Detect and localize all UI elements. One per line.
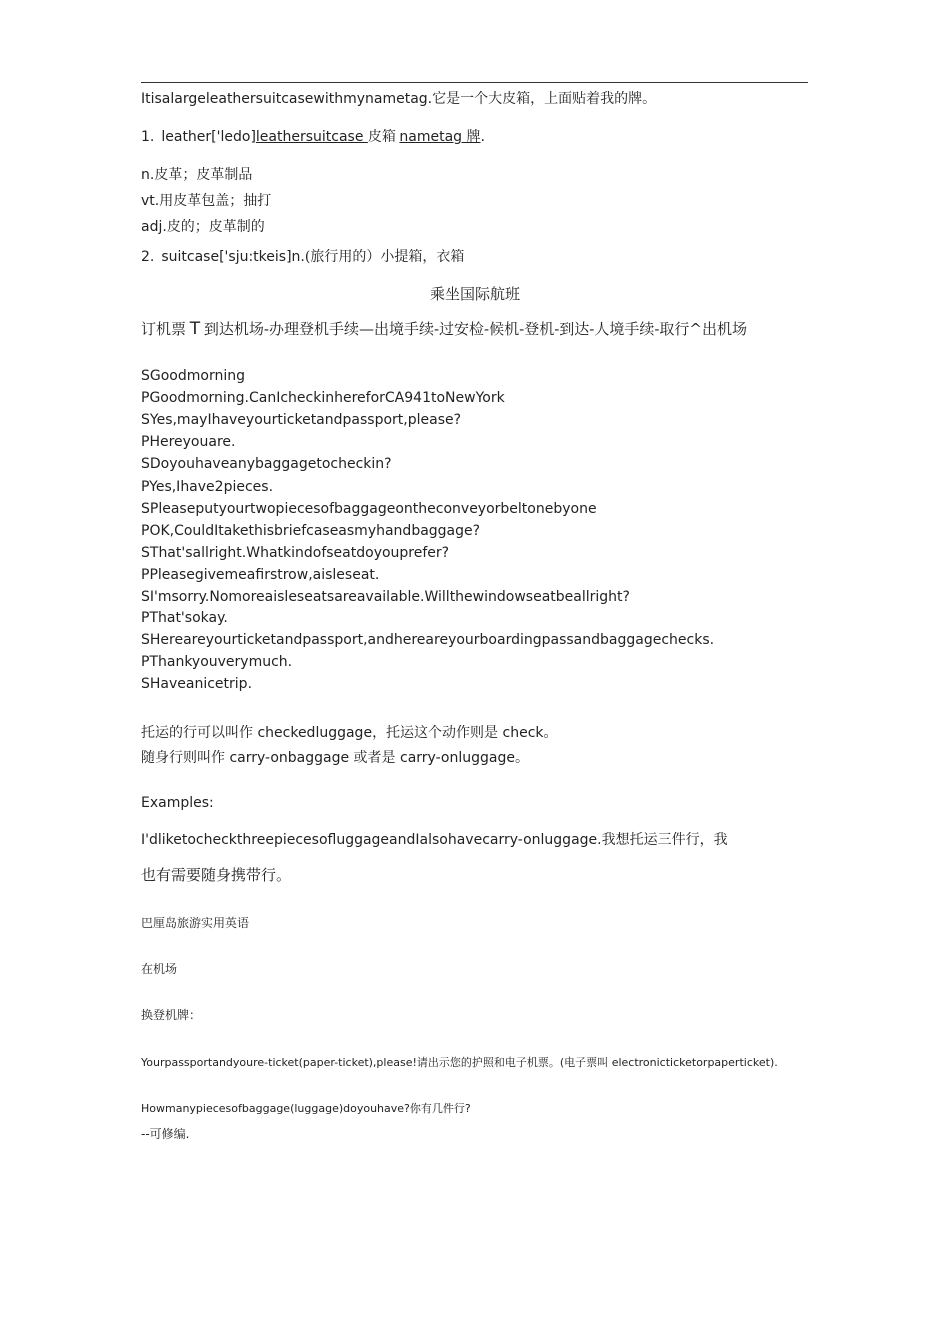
definition-pos: n.	[141, 167, 155, 183]
example-continued: 也有需要随身携带行。	[141, 866, 292, 884]
dialogue-line: PYes,Ihave2pieces.	[141, 479, 274, 495]
process-part1: 订机票	[141, 320, 187, 338]
bali-airport-heading: 在机场	[141, 962, 178, 976]
intro-sentence-en: Itisalargeleathersuitcasewithmynametag.	[141, 91, 433, 107]
note-text: 。	[543, 725, 558, 741]
note-term: carry-onluggage	[400, 750, 515, 766]
examples-label: Examples:	[141, 795, 214, 811]
dialogue-line: SDoyouhaveanybaggagetocheckin?	[141, 456, 392, 472]
note-term: carry-onbaggage	[229, 750, 350, 766]
vocab2-zh: (旅行用的）小提箱，衣箱	[304, 249, 465, 265]
vocab1-number: 1.	[141, 129, 155, 145]
phrase-en: Howmanypiecesofbaggage(luggage)doyouhave?	[141, 1102, 410, 1115]
process-letter: T	[189, 319, 201, 339]
process-part2: 到达机场	[203, 320, 264, 338]
phrase-end: ).	[769, 1056, 778, 1069]
dialogue-line: SPleaseputyourtwopiecesofbaggageontheconveyorbeltonebyone	[141, 501, 597, 517]
vocab1-term2: nametag 牌	[399, 129, 481, 145]
example-sentence	[141, 829, 728, 849]
dialogue-line: SHaveanicetrip.	[141, 676, 253, 692]
note-term: checkedluggage	[257, 725, 373, 741]
vocab1-term1: leathersuitcase	[255, 129, 368, 145]
definition-text: 皮的；皮革制的	[166, 219, 265, 235]
intro-line	[141, 88, 656, 108]
dialogue-line: SThat'sallright.Whatkindofseatdoyouprefer?	[141, 545, 450, 561]
dialogue-line: PGoodmorning.CanIcheckinhereforCA941toNewYork	[141, 390, 505, 406]
vocab-item-suitcase	[141, 246, 464, 266]
definition-pos: adj.	[141, 219, 167, 235]
note-checked-luggage	[141, 722, 558, 742]
note-text: 或者是	[349, 750, 401, 766]
note-text: 随身行则叫作	[141, 750, 230, 766]
bali-boarding-heading: 换登机牌：	[141, 1008, 202, 1022]
definition-adj	[141, 216, 265, 236]
phrase-en: Yourpassportandyoure-ticket(paper-ticket),please!	[141, 1056, 417, 1069]
dialogue-line: PHereyouare.	[141, 434, 236, 450]
vocab-item-leather	[141, 126, 485, 146]
dialogue-line: SI'msorry.Nomoreaisleseatsareavailable.Willthewindowseatbeallright?	[141, 589, 630, 605]
note-term: check	[502, 725, 544, 741]
intro-sentence-zh: 它是一个大皮箱，上面贴着我的牌。	[432, 91, 657, 107]
definition-verb	[141, 190, 271, 210]
vocab2-word: suitcase['sju:tkeis]n.	[161, 249, 305, 265]
vocab1-term1-zh: 皮箱	[367, 129, 396, 145]
process-part3: -办理登机手续—出境手续-过安检-候机-登机-到达-人境手续-取行^出机场	[263, 320, 747, 338]
dialogue-line: POK,CouldItakethisbriefcaseasmyhandbaggage?	[141, 523, 481, 539]
dialogue-line: PThankyouverymuch.	[141, 654, 293, 670]
bali-title: 巴厘岛旅游实用英语	[141, 916, 250, 930]
note-text: ，托运这个动作则是	[372, 725, 503, 741]
example-zh: 我想托运三件行，我	[601, 832, 728, 848]
definition-text: 用皮革包盖；抽打	[159, 193, 272, 209]
bali-phrase-baggage	[141, 1100, 471, 1116]
phrase-zh: 请出示您的护照和电子机票。(电子票叫	[416, 1056, 612, 1069]
vocab2-number: 2.	[141, 249, 155, 265]
dialogue-line: SHereareyourticketandpassport,andhereareyourboardingpassandbaggagechecks.	[141, 632, 715, 648]
vocab1-word: leather['ledo]	[161, 129, 256, 145]
vocab1-end: .	[480, 129, 485, 145]
header-rule	[141, 82, 808, 83]
bali-phrase-passport	[141, 1054, 778, 1070]
note-carry-on	[141, 747, 529, 767]
dialogue-line: PThat'sokay.	[141, 610, 228, 626]
note-text: 托运的行可以叫作	[141, 725, 258, 741]
phrase-zh: 你有几件行?	[409, 1102, 471, 1115]
definition-pos: vt.	[141, 193, 160, 209]
process-line	[141, 318, 747, 339]
dialogue-line: PPleasegivemeafirstrow,aisleseat.	[141, 567, 380, 583]
section-title: 乘坐国际航班	[429, 285, 520, 303]
phrase-en: electronicticketorpaperticket	[611, 1056, 770, 1069]
footer-note: --可修编.	[141, 1127, 190, 1141]
note-text: 。	[514, 750, 529, 766]
definition-text: 皮革；皮革制品	[154, 167, 253, 183]
dialogue-line: SYes,mayIhaveyourticketandpassport,please?	[141, 412, 462, 428]
definition-noun	[141, 164, 252, 184]
dialogue-line: SGoodmorning	[141, 368, 245, 384]
example-en: I'dliketocheckthreepiecesofluggageandIalsohavecarry-onluggage.	[141, 832, 602, 848]
